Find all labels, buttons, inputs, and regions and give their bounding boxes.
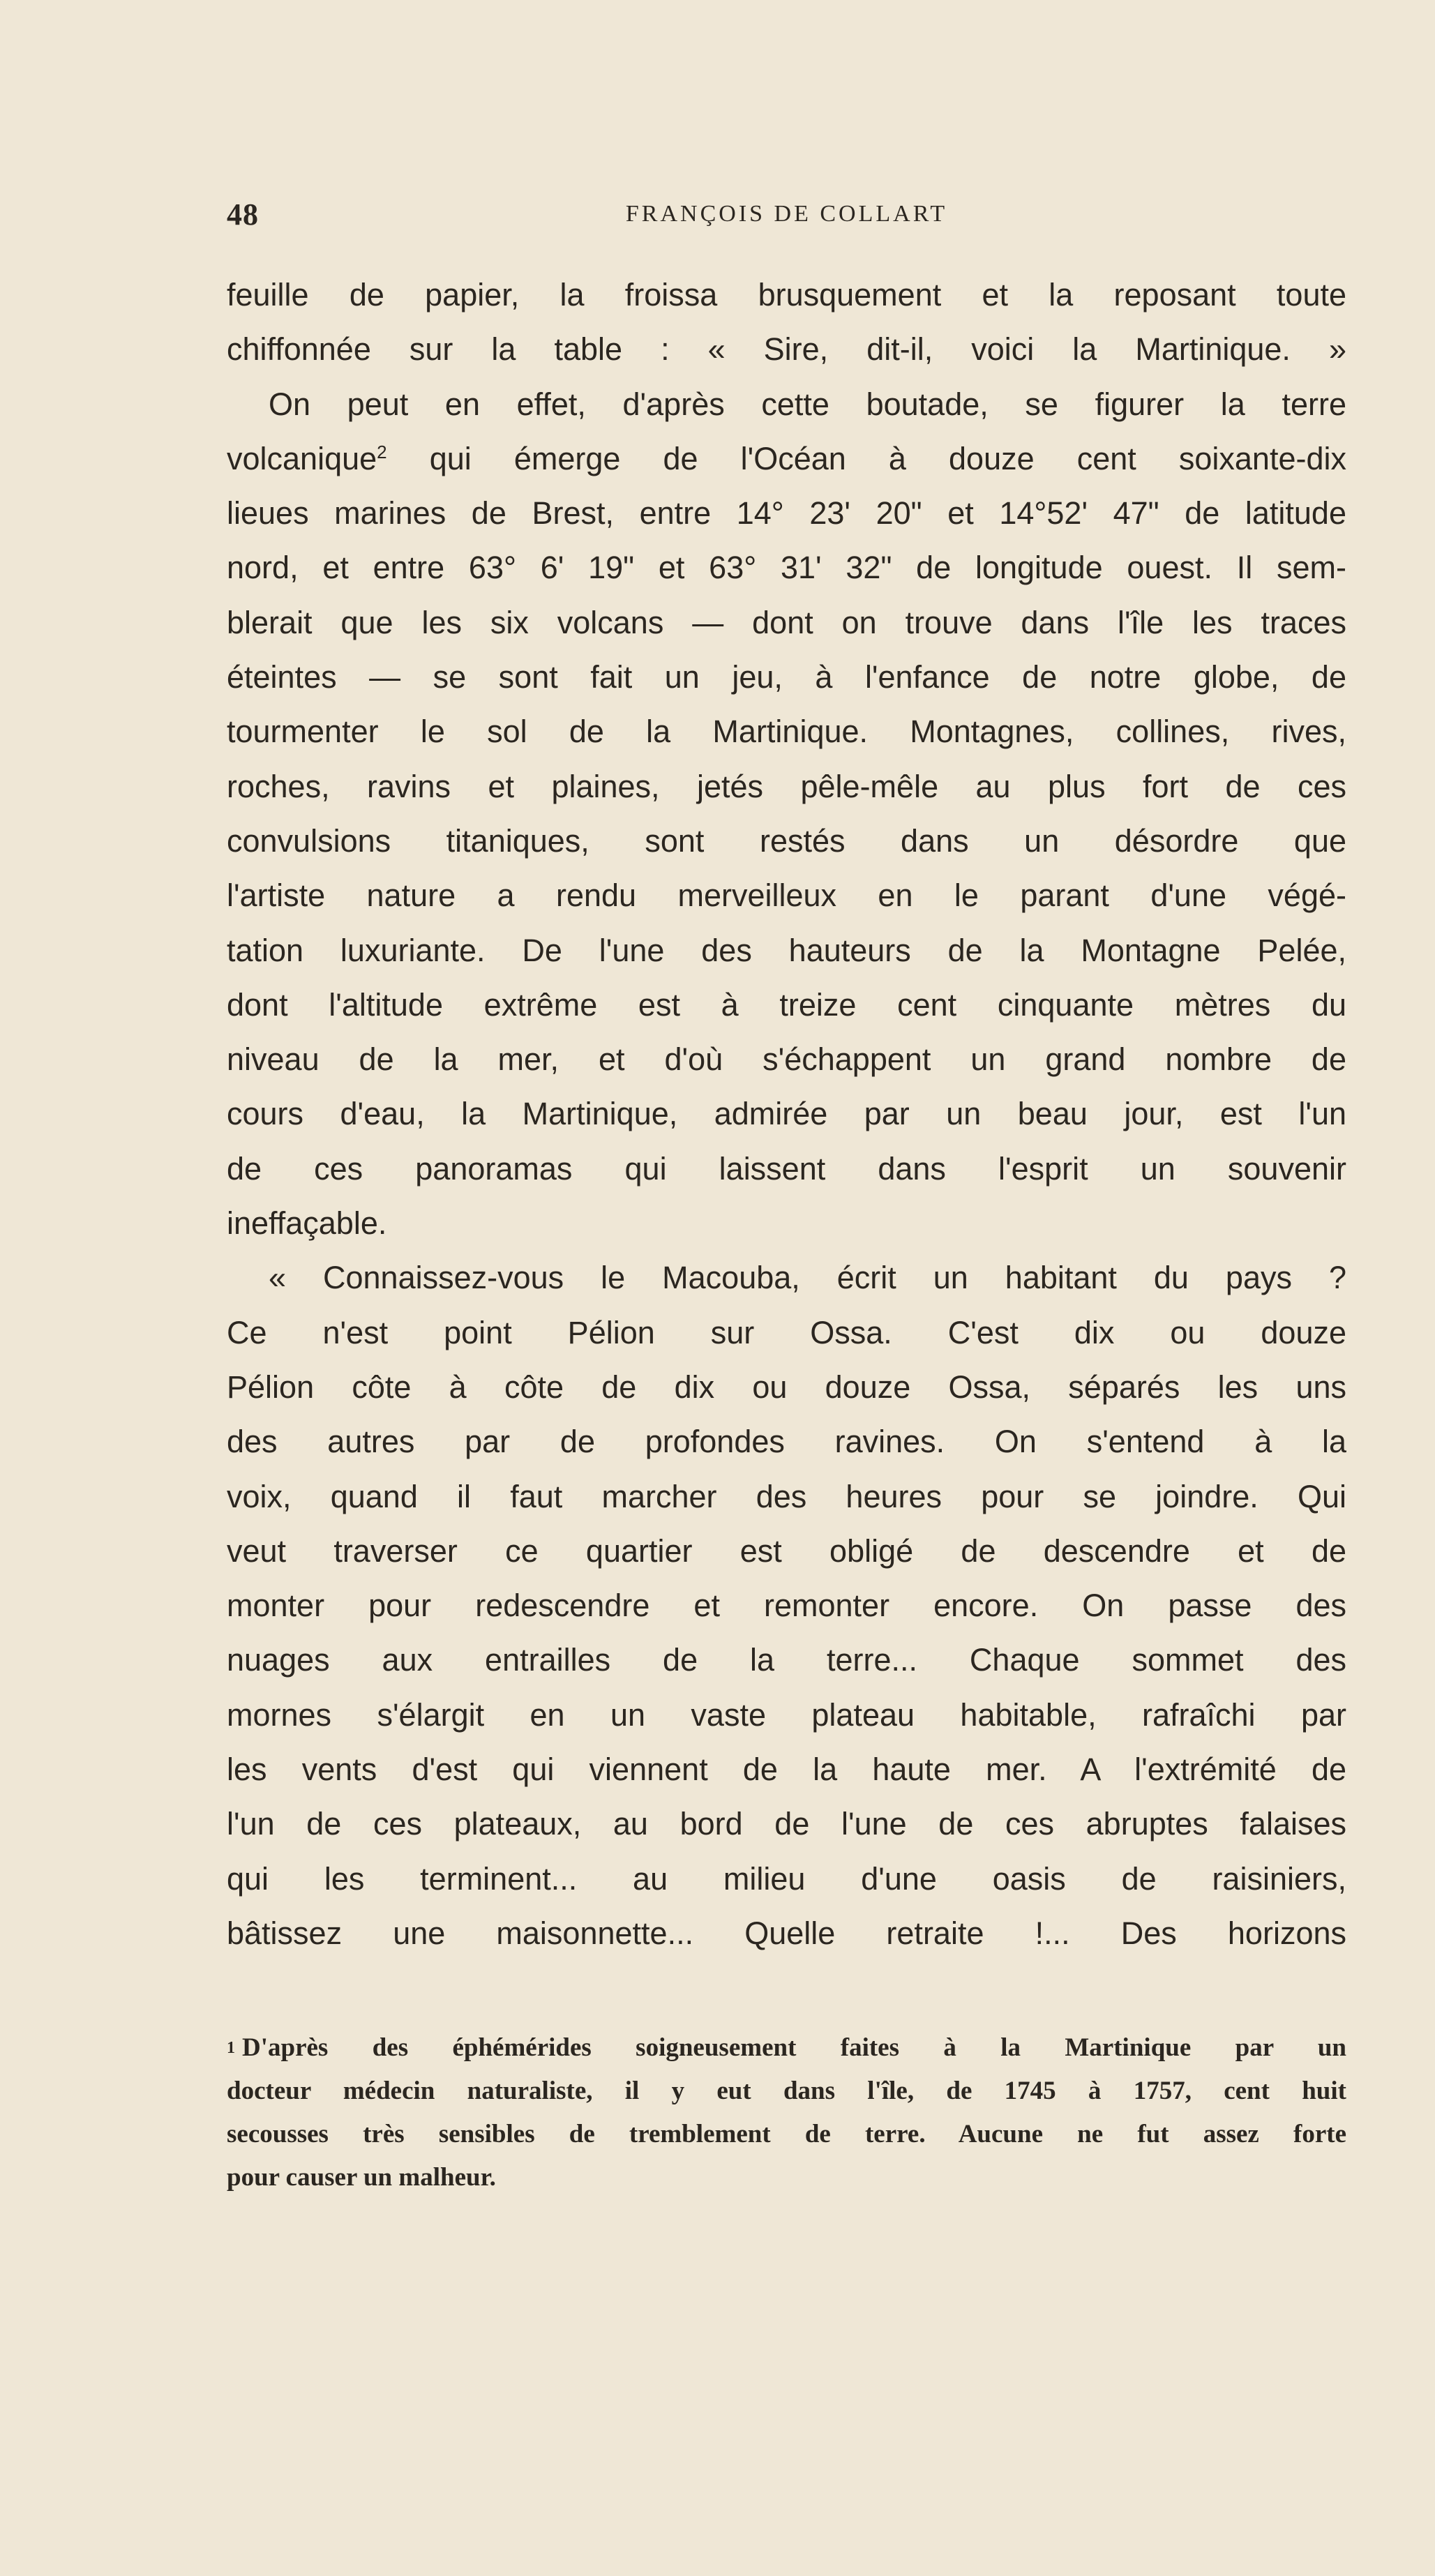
text-line: dont l'altitude extrême est à treize cent cinquante mètres du [227,986,1346,1023]
text-line: bâtissez une maisonnette... Quelle retraite !... Des horizons [227,1915,1346,1951]
text-line: lieues marines de Brest, entre 14° 23' 20" et 14°52' 47" de latitude [227,495,1346,532]
text-line: de ces panoramas qui laissent dans l'esprit un souvenir [227,1150,1346,1187]
text-line: « Connaissez-vous le Macouba, écrit un habitant du pays ? [269,1260,1346,1296]
text-line [227,432,1346,486]
footnote-reference: 2 [377,441,387,462]
text-line: qui les terminent... au milieu d'une oasis de raisiniers, [227,1860,1346,1897]
page-header [227,197,1346,239]
text-line: nord, et entre 63° 6' 19" et 63° 31' 32" de longitude ouest. Il sem- [227,550,1346,586]
text-segment: D'après des éphémérides soigneusement faites à la Martinique par un [242,2033,1346,2062]
text-segment: qui émerge de l'Océan à douze cent soixante-dix [429,440,1346,476]
text-line: chiffonnée sur la table : « Sire, dit-il, voici la Martinique. » [227,331,1346,368]
text-line: veut traverser ce quartier est obligé de descendre et de [227,1532,1346,1569]
text-line: tation luxuriante. De l'une des hauteurs de la Montagne Pelée, [227,932,1346,968]
footnote [227,2026,1346,2199]
text-line: nuages aux entrailles de la terre... Chaque sommet des [227,1642,1346,1678]
footnote-line: pour causer un malheur. [227,2163,496,2192]
text-line: feuille de papier, la froissa brusquement et la reposant toute [227,277,1346,312]
page-number: 48 [227,197,259,232]
text-line: ineffaçable. [227,1205,387,1242]
text-line: l'un de ces plateaux, au bord de l'une de ces abruptes falaises [227,1806,1346,1842]
text-line: mornes s'élargit en un vaste plateau habitable, rafraîchi par [227,1696,1346,1733]
text-line: éteintes — se sont fait un jeu, à l'enfance de notre globe, de [227,659,1346,695]
text-line: roches, ravins et plaines, jetés pêle-mêle au plus fort de ces [227,768,1346,804]
text-line: des autres par de profondes ravines. On s'entend à la [227,1424,1346,1460]
text-line: cours d'eau, la Martinique, admirée par un beau jour, est l'un [227,1096,1346,1132]
text-line: Ce n'est point Pélion sur Ossa. C'est dix ou douze [227,1314,1346,1350]
text-line: blerait que les six volcans — dont on trouve dans l'île les traces [227,604,1346,640]
text-line: tourmenter le sol de la Martinique. Montagnes, collines, rives, [227,714,1346,750]
text-line: Pélion côte à côte de dix ou douze Ossa, séparés les uns [227,1369,1346,1405]
text-line: On peut en effet, d'après cette boutade, se figurer la terre [269,386,1346,422]
text-line: monter pour redescendre et remonter encore. On passe des [227,1588,1346,1624]
footnote-marker: 1 [227,2039,235,2057]
text-line: convulsions titaniques, sont restés dans un désordre que [227,822,1346,859]
text-line: niveau de la mer, et d'où s'échappent un grand nombre de [227,1041,1346,1078]
main-text [227,268,1346,1961]
text-segment: volcanique [227,440,377,476]
text-line: voix, quand il faut marcher des heures pour se joindre. Qui [227,1478,1346,1514]
footnote-line: docteur médecin naturaliste, il y eut dans l'île, de 1745 à 1757, cent huit [227,2077,1346,2105]
text-line: les vents d'est qui viennent de la haute mer. A l'extrémité de [227,1752,1346,1788]
footnote-line [227,2026,1346,2070]
text-line: l'artiste nature a rendu merveilleux en le parant d'une végé- [227,878,1346,914]
running-head: FRANÇOIS DE COLLART [625,201,948,227]
footnote-line: secousses très sensibles de tremblement de terre. Aucune ne fut assez forte [227,2120,1346,2148]
